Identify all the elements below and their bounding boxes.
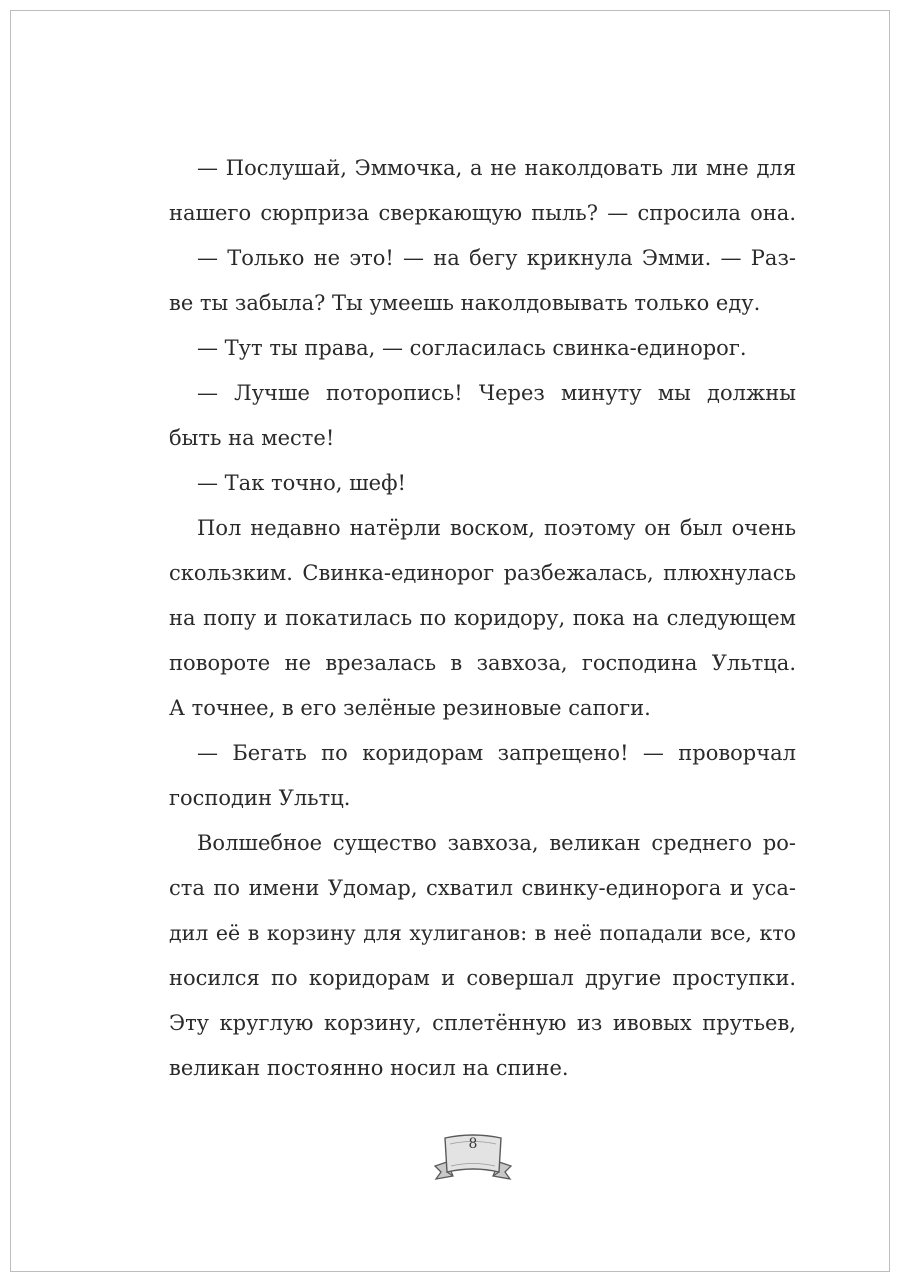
page-number: 8 [468,1136,478,1152]
text-line: — Тут ты права, — согласилась свинка-единорог. [197,336,747,360]
text-line: на попу и покатилась по коридору, пока на следующем [169,606,796,630]
text-line: Эту круглую корзину, сплетённую из ивовых прутьев, [169,1011,796,1035]
text-line: повороте не врезалась в завхоза, господина Ультца. [169,651,796,675]
text-line: ве ты забыла? Ты умеешь наколдовывать только еду. [169,291,761,315]
text-line: — Только не это! — на бегу крикнула Эмми. — Раз- [197,246,796,270]
text-line: — Так точно, шеф! [197,471,406,495]
text-line: — Послушай, Эммочка, а не наколдовать ли мне для [197,156,796,180]
text-line: дил её в корзину для хулиганов: в неё попадали все, кто [169,921,796,945]
body-text [169,146,796,1091]
text-line: скользким. Свинка-единорог разбежалась, плюхнулась [169,561,796,585]
text-line: нашего сюрприза сверкающую пыль? — спросила она. [169,201,796,225]
text-line: быть на месте! [169,426,335,450]
text-line: носился по коридорам и совершал другие проступки. [169,966,796,990]
page-frame [10,10,890,1272]
text-line: великан постоянно носил на спине. [169,1056,569,1080]
text-line: Пол недавно натёрли воском, поэтому он был очень [197,516,796,540]
page-number-ribbon-icon [433,1132,513,1188]
text-line: — Бегать по коридорам запрещено! — проворчал [197,741,796,765]
text-line: Волшебное существо завхоза, великан среднего ро- [197,831,796,855]
text-line: господин Ультц. [169,786,351,810]
text-line: А точнее, в его зелёные резиновые сапоги. [169,696,651,720]
text-line: ста по имени Удомар, схватил свинку-единорога и уса- [169,876,796,900]
text-line: — Лучше поторопись! Через минуту мы должны [197,381,796,405]
